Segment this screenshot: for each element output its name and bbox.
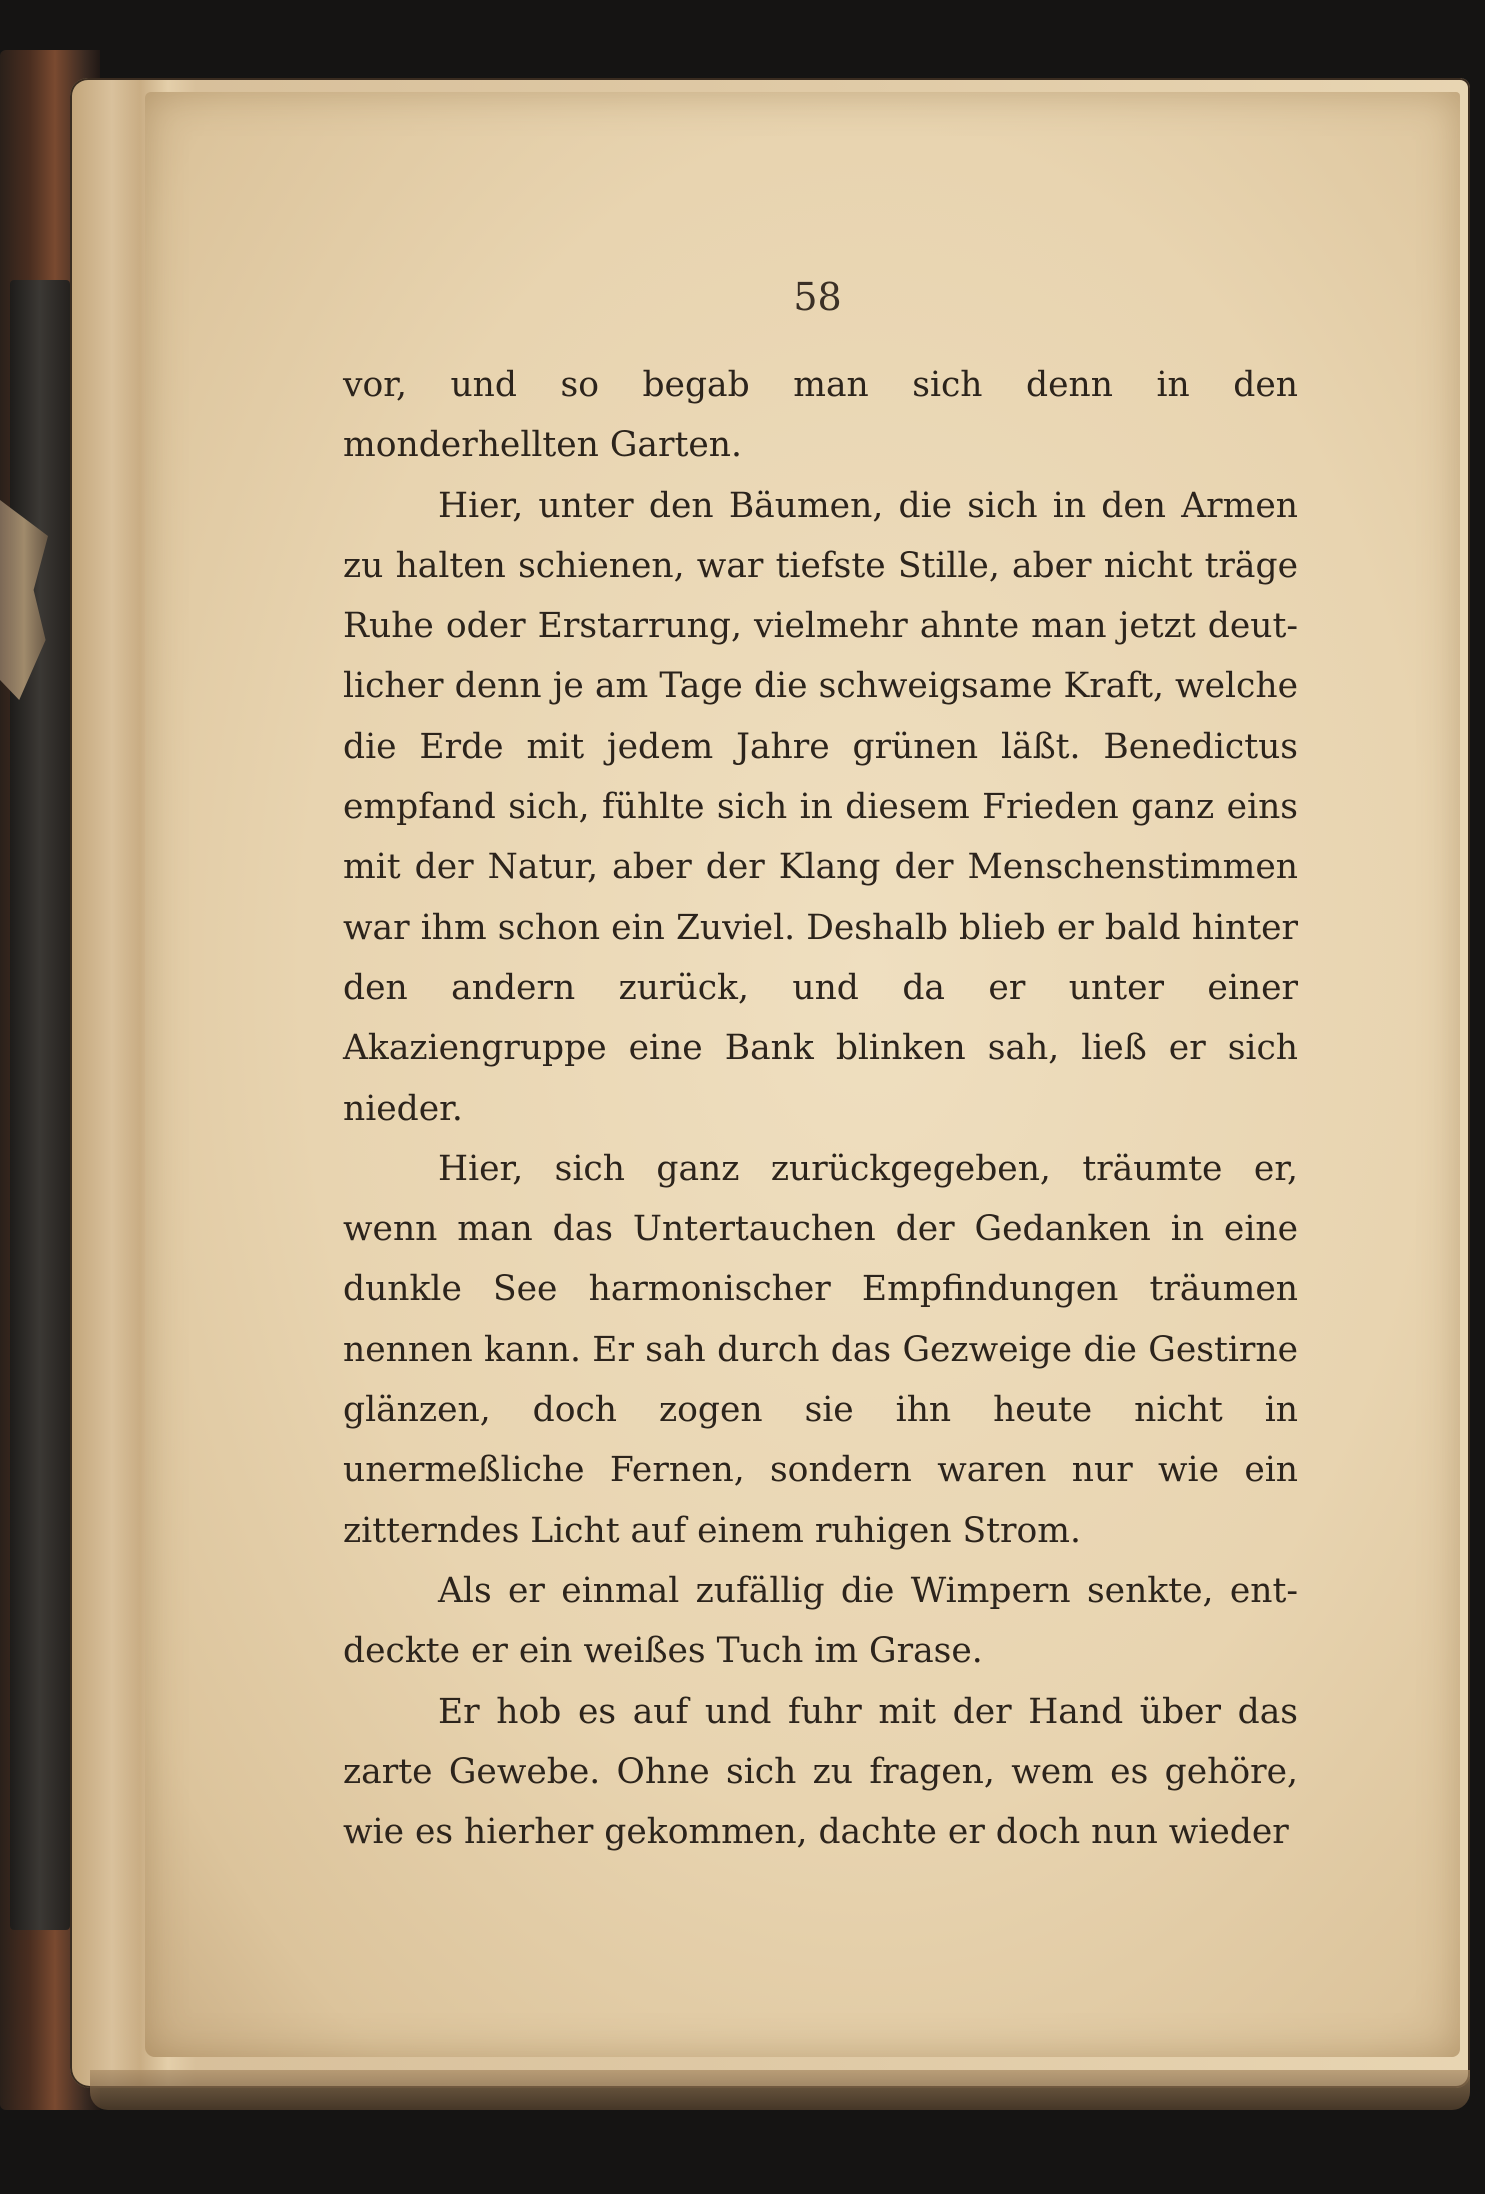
page-bottom-edge [90,2070,1470,2110]
page-number: 58 [793,275,842,319]
body-text [343,355,1298,1862]
paragraph-4: Als er einmal zufällig die Wimpern senkte, entdeckte er ein weißes Tuch im Grase. [343,1570,1298,1672]
paragraph-2: Hier, unter den Bäumen, die sich in den Armen zu halten schienen, war tiefste Stille, aber nicht träge Ruhe oder Erstarrung, vielmehr ahnte man jetzt deutlicher denn je am Tage die schweigsame Kraft, welche die Erde mit jedem Jahre grünen läßt. Benedictus empfand sich, fühlte sich in diesem Frieden ganz eins mit der Natur, aber der Klang der Menschenstimmen war ihm schon ein Zuviel. Deshalb blieb er bald hinter den andern zurück, und da er unter einer Akaziengruppe eine Bank blinken sah, ließ er sich nieder. [343,485,1298,1129]
paragraph-1: vor, und so begab man sich denn in den monderhellten Garten. [343,365,1298,466]
paragraph-3: Hier, sich ganz zurückgegeben, träumte er, wenn man das Untertauchen der Gedanken in eine dunkle See harmonischer Empfindungen träumen nennen kann. Er sah durch das Gezweige die Gestirne glänzen, doch zogen sie ihn heute nicht in unermeßliche Fernen, sondern waren nur wie ein zitterndes Licht auf einem ruhigen Strom. [343,1148,1298,1551]
paragraph-5: Er hob es auf und fuhr mit der Hand über das zarte Gewebe. Ohne sich zu fragen, wem es gehöre, wie es hierher gekommen, dachte er doch nun wieder [343,1691,1298,1853]
